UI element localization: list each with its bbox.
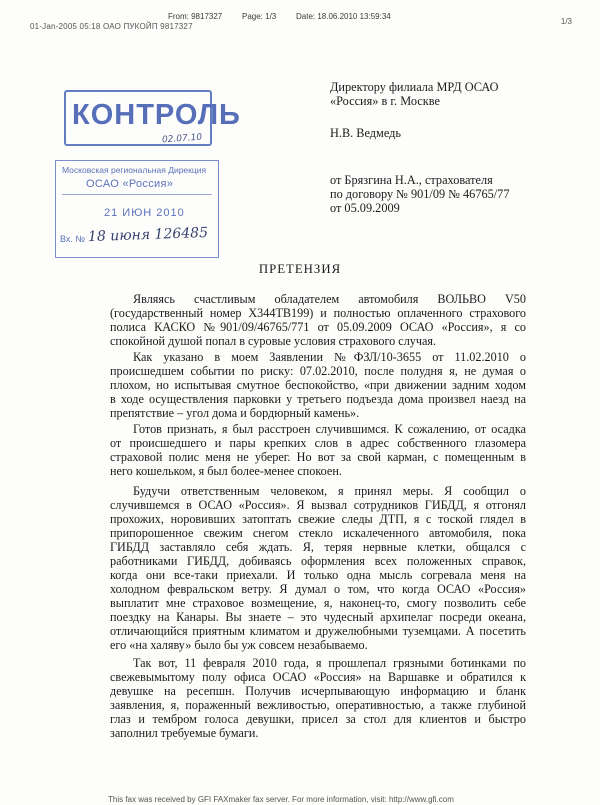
body-line: заполнил требуемые бумаги. — [110, 726, 259, 740]
sender-line-1: от Брязгина Н.А., страхователя — [330, 173, 493, 187]
body-line: глаз и тембром голоса девушки, присел за стол для клиентов и быстро — [110, 712, 526, 726]
registration-stamp-line-1: Московская региональная Дирекция — [62, 165, 207, 175]
registration-stamp-number-label: Вх. № — [60, 234, 86, 244]
body-line: препятствие – угол дома и бордюрный камень». — [110, 406, 360, 420]
body-line: спокойной душой попал в суровые условия страхового случая. — [110, 334, 437, 348]
body-line: Так вот, 11 февраля 2010 года, я прошлепал грязными ботинками по — [133, 656, 526, 670]
sender-line-3: от 05.09.2009 — [330, 201, 400, 215]
body-line: прохожих, норовивших затоптать свежие следы ДТП, я с тоской глядел в — [110, 512, 526, 526]
body-line: Являясь счастливым обладателем автомобиля ВОЛЬВО V50 — [133, 292, 526, 306]
body-line: от происшедшего и пары крепких слов в адрес собственного глазомера — [110, 436, 526, 450]
addressee-line-2: «Россия» в г. Москве — [330, 94, 440, 108]
body-line: поездку на Канары. Вы знаете – это чудесный архипелаг посреди океана, — [110, 610, 526, 624]
body-line: полиса КАСКО №901/09/46765/771 от 05.09.2009 ОСАО «Россия», я со — [110, 320, 526, 334]
body-line: ГИБДД заставляло себя ждать. Я, теряя нервные клетки, общался с — [110, 540, 526, 554]
body-line: работниками ГИБДД, добиваясь оформления всех положенных справок, — [110, 554, 526, 568]
addressee-name: Н.В. Ведмедь — [330, 126, 402, 140]
registration-stamp-handwritten-number: 18 июня 126485 — [87, 224, 209, 246]
control-stamp-text: КОНТРОЛЬ — [72, 99, 241, 131]
body-line: него кошельком, я был более-менее спокоен. — [110, 464, 342, 478]
body-line: его «на халяву» было бы уж совсем незабываемо. — [110, 638, 368, 652]
body-line: заявления, я, пораженный вежливостью, оперативностью, а также глубиной — [110, 698, 526, 712]
sender-line-2: по договору № 901/09 № 46765/77 — [330, 187, 510, 201]
body-line: выплатит мне страховое возмещение, я, наконец-то, смогу позволить себе — [110, 596, 526, 610]
body-line: свежевымытому полу офиса ОСАО «Россия» на Варшавке и обратился к — [110, 670, 526, 684]
body-line: когда они все-таки приехали. И только одна мысль согревала меня на — [110, 568, 526, 582]
registration-stamp-line-2: ОСАО «Россия» — [86, 178, 174, 190]
body-line: плохом, но испытывая смутное беспокойство, «при движении задним ходом — [110, 378, 526, 392]
body-line: Как указано в моем Заявлении №ФЗЛ/10-3655 от 11.02.2010 о — [133, 350, 526, 364]
fax-from: From: 9817327 — [168, 12, 223, 21]
body-line: случившемся в ОСАО «Россия». Я вызвал сотрудников ГИБДД, я отгонял — [110, 498, 526, 512]
body-line: Будучи ответственным человеком, я принял меры. Я сообщил о — [133, 484, 526, 498]
document-title: ПРЕТЕНЗИЯ — [258, 262, 342, 276]
control-stamp — [64, 90, 241, 146]
body-line: припорошенное свежим снегом стекло искалеченного автомобиля, пока — [110, 526, 526, 540]
fax-device-line: 01-Jan-2005 05:18 ОАО ПУКОЙП 9817327 — [30, 22, 193, 31]
body-line: девушке на ресепшн. Получив исчерпывающую информацию и бланк — [110, 684, 526, 698]
addressee-line-1: Директору филиала МРД ОСАО — [330, 80, 499, 94]
control-stamp-date: 02.07.10 — [161, 132, 203, 146]
body-line: страховой полис меня не уберег. Но вот за свой карман, с помещенным в — [110, 450, 526, 464]
fax-footer: This fax was received by GFI FAXmaker fax server. For more information, visit: http://www.gfi.com — [108, 795, 454, 804]
registration-stamp — [55, 160, 219, 258]
body-line: в ходе осуществления парковки у третьего подъезда дома произвел наезд на — [110, 392, 526, 406]
body-line: происшедшем событии по риску: 07.02.2010, после полудня я, не думая о — [110, 364, 526, 378]
registration-stamp-divider — [62, 194, 212, 195]
body-line: отличающийся приятным климатом и дружелюбными туземцами. А посетить — [110, 624, 526, 638]
body-line: холодном февральском ветру. Я думал о том, что когда ОСАО «Россия» — [110, 582, 526, 596]
fax-page-right: 1/3 — [560, 17, 572, 26]
registration-stamp-date: 21 ИЮН 2010 — [104, 207, 185, 219]
fax-page-counter: Page: 1/3 — [242, 12, 277, 21]
body-line: (государственный номер Х344ТВ199) и полностью оплаченного страхового — [110, 306, 526, 320]
fax-date: Date: 18.06.2010 13:59:34 — [296, 12, 391, 21]
body-line: Готов признать, я был расстроен случившимся. К сожалению, от осадка — [133, 422, 526, 436]
